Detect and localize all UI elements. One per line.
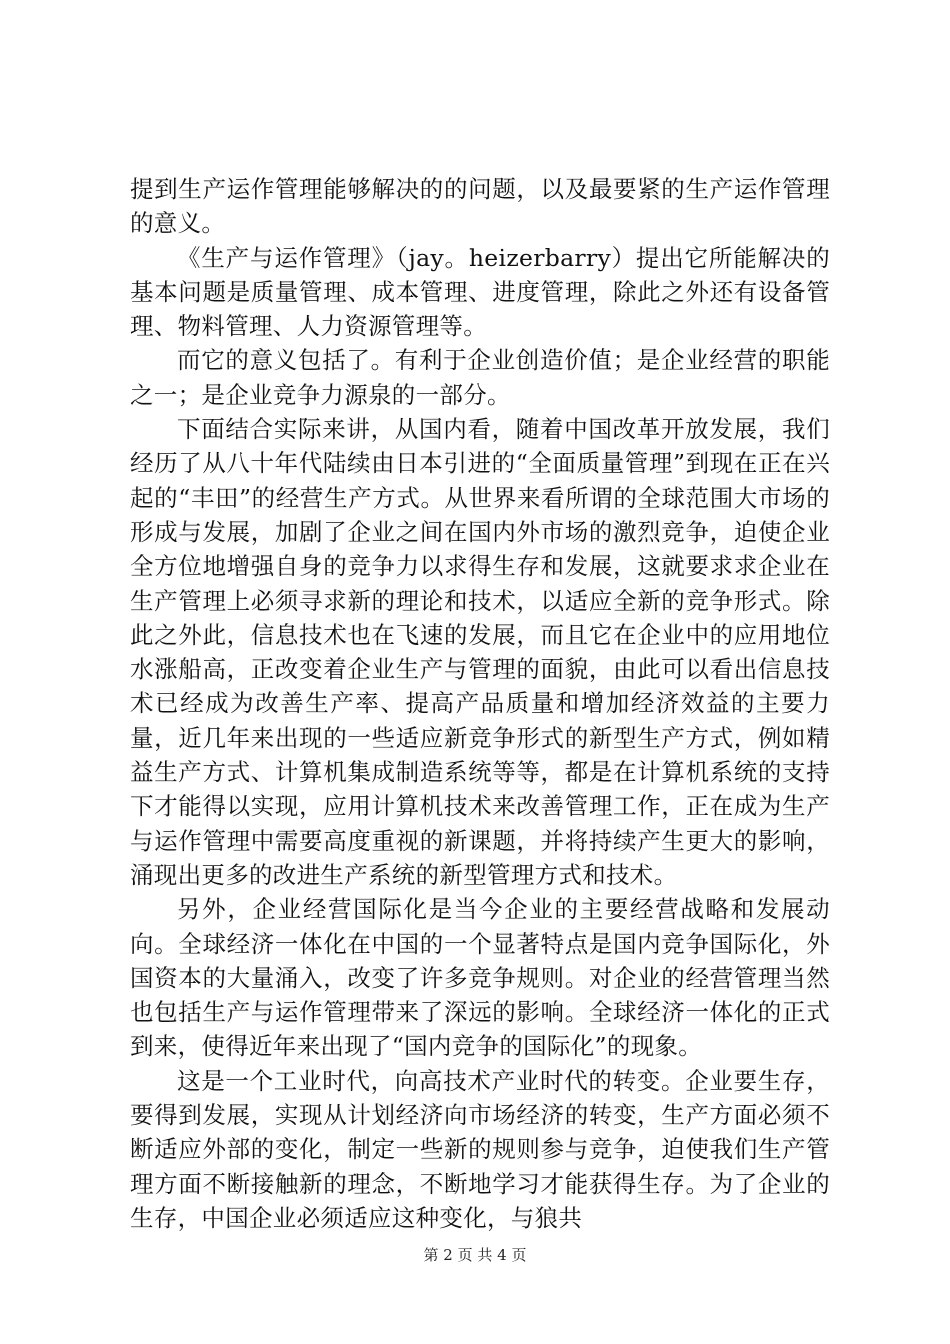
paragraph-4: 下面结合实际来讲，从国内看，随着中国改革开放发展，我们经历了从八十年代陆续由日本引进的“全面质量管理”到现在正在兴起的“丰田”的经营生产方式。从世界来看所谓的全球范围大市场的形成与发展，加剧了企业之间在国内外市场的激烈竞争，迫使企业全方位地增强自身的竞争力以求得生存和发展，这就要求求企业在生产管理上必须寻求新的理论和技术，以适应全新的竞争形式。除此之外此，信息技术也在飞速的发展，而且它在企业中的应用地位水涨船高，正改变着企业生产与管理的面貌，由此可以看出信息技术已经成为改善生产率、提高产品质量和增加经济效益的主要力量，近几年来出现的一些适应新竞争形式的新型生产方式，例如精益生产方式、计算机集成制造系统等等，都是在计算机系统的支持下才能得以实现，应用计算机技术来改善管理工作，正在成为生产与运作管理中需要高度重视的新课题，并将持续产生更大的影响，涌现出更多的改进生产系统的新型管理方式和技术。 <box>130 415 830 889</box>
paragraph-2: 《生产与运作管理》（jay。heizerbarry）提出它所能解决的基本问题是质量管理、成本管理、进度管理，除此之外还有设备管理、物料管理、人力资源管理等。 <box>130 243 830 341</box>
paragraph-1: 提到生产运作管理能够解决的的问题，以及最要紧的生产运作管理的意义。 <box>130 175 830 238</box>
body-text <box>130 172 830 1235</box>
paragraph-5: 另外，企业经营国际化是当今企业的主要经营战略和发展动向。全球经济一体化在中国的一个显著特点是国内竞争国际化，外国资本的大量涌入，改变了许多竞争规则。对企业的经营管理当然也包括生产与运作管理带来了深远的影响。全球经济一体化的正式到来，使得近年来出现了“国内竞争的国际化”的现象。 <box>130 895 830 1061</box>
paragraph-6: 这是一个工业时代，向高技术产业时代的转变。企业要生存，要得到发展，实现从计划经济向市场经济的转变，生产方面必须不断适应外部的变化，制定一些新的规则参与竞争，迫使我们生产管理方面不断接触新的理念，不断地学习才能获得生存。为了企业的生存，中国企业必须适应这种变化，与狼共 <box>130 1066 830 1232</box>
page-number-footer: 第 2 页 共 4 页 <box>423 1246 527 1264</box>
paragraph-3: 而它的意义包括了。有利于企业创造价值；是企业经营的职能之一；是企业竞争力源泉的一部分。 <box>130 346 830 409</box>
